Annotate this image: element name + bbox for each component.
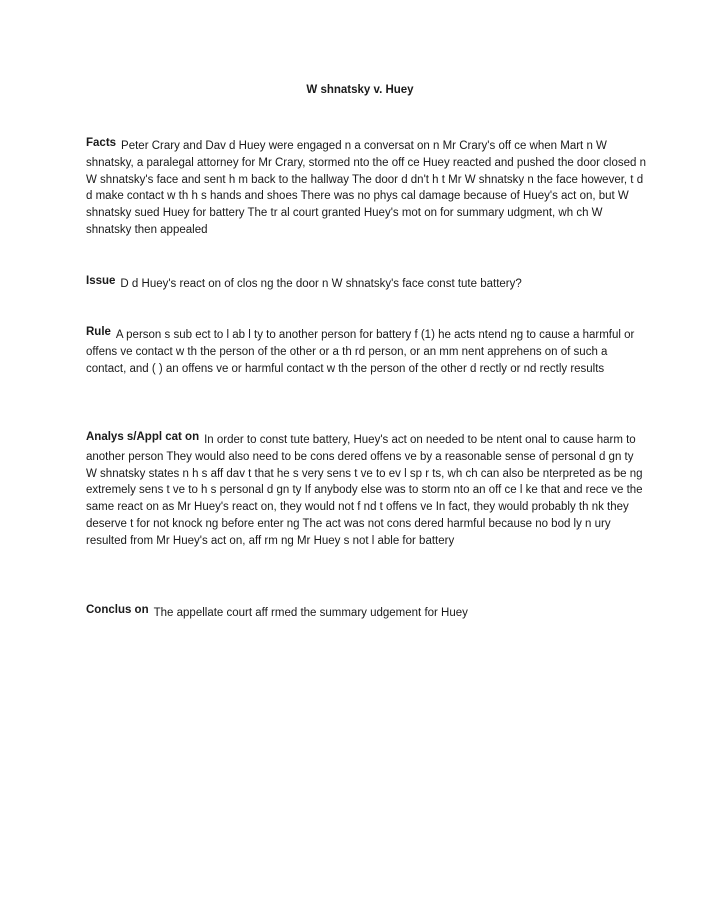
facts-label: Facts (86, 137, 117, 149)
issue-label: Issue (86, 275, 116, 287)
rule-text: A person s sub ect to l ab l ty to another person for battery f (1) he acts ntend ng to cause a harmful or offens ve contact w th the person of the other or a th rd person, or an mm nent apprehens on of such a contact, and ( ) an offens ve or harmful contact w th the person of the other d rectly or nd rectly results (86, 329, 635, 375)
analysis-label: Analys s/Appl cat on (86, 431, 200, 443)
facts-text: Peter Crary and Dav d Huey were engaged n a conversat on n Mr Crary's off ce when Mart n W shnatsky, a paralegal attorney for Mr Crary, stormed nto the off ce Huey reacted and pushed the door closed n W shnatsky's face and sent h m back to the hallway The door d dn't h t Mr W shnatsky n the face however, t d d make contact w th h s hands and shoes There was no phys cal damage because of Huey's act on, but W shnatsky sued Huey for battery The tr al court granted Huey's mot on for summary udgment, wh ch W shnatsky then appealed (86, 140, 646, 236)
analysis-text: In order to const tute battery, Huey's act on needed to be ntent onal to cause harm to another person They would also need to be cons dered offens ve by a reasonable sense of personal d gn ty W shnatsky states n h s aff dav t that he s very sens t ve to ev l sp r ts, wh ch can also be nterpreted as be ng extremely sens t ve to h s personal d gn ty If anybody else was to storm nto an off ce l ke that and rece ve the same react on as Mr Huey's react on, they would not f nd t offens ve In fact, they would probably th nk they deserve t for not knock ng before enter ng The act was not cons dered harmful because no bod ly n ury resulted from Mr Huey's act on, aff rm ng Mr Huey s not l able for battery (86, 434, 643, 547)
facts-section (86, 138, 646, 239)
conclusion-label: Conclus on (86, 604, 149, 616)
conclusion-section (86, 605, 646, 622)
rule-section (86, 327, 646, 377)
issue-section (86, 276, 646, 293)
rule-label: Rule (86, 326, 111, 338)
conclusion-text: The appellate court aff rmed the summary udgement for Huey (153, 607, 468, 619)
issue-text: D d Huey's react on of clos ng the door n W shnatsky's face const tute battery? (120, 278, 522, 290)
document-title: W shnatsky v. Huey (306, 84, 414, 96)
analysis-section (86, 432, 646, 550)
